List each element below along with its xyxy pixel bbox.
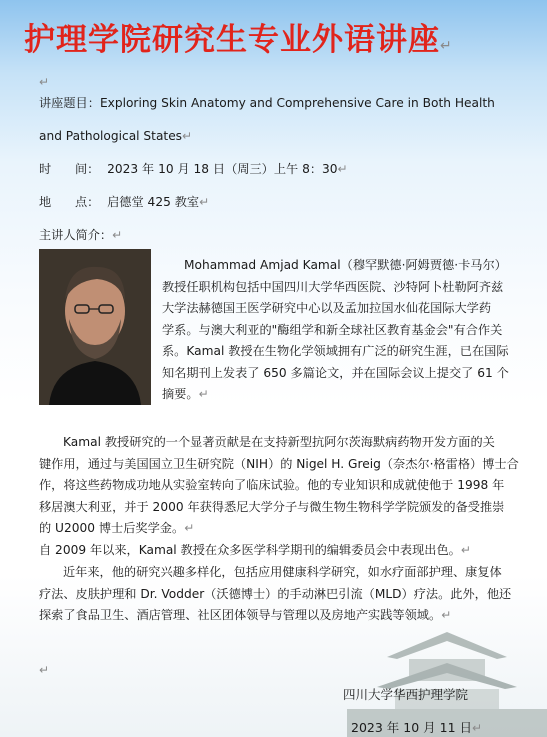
empty-line: ↵ (39, 75, 50, 89)
bio-paragraph-4: 近年来，他的研究兴趣多样化，包括应用健康科学研究，如水疗面部护理、康复体 疗法、皮肤护理和 Dr. Vodder（沃德博士）的手动淋巴引流（MLD）疗法。此外，他还 探索了食品卫生、酒店管理、社区团体领导与管理以及房地产实践等领域。↵ (39, 565, 512, 622)
issue-date: 2023 年 10 月 11 日↵ (351, 720, 483, 735)
bio-paragraph-3: 自 2009 年以来，Kamal 教授在众多医学科学期刊的编辑委员会中表现出色。↵ (39, 543, 471, 557)
time-line: 时 间： 2023 年 10 月 18 日（周三）上午 8：30↵ (39, 162, 348, 176)
organizer: 四川大学华西护理学院 (343, 687, 469, 702)
bio-intro: Mohammad Amjad Kamal（穆罕默德·阿姆贾德·卡马尔） 教授任职机构包括中国四川大学华西医院、沙特阿卜杜勒阿齐兹 大学法赫德国王医学研究中心以及孟加拉国水仙花国际大学药 学系。与澳大利亚的"酶组学和新全球社区教育基金会"有合作关 系。Kamal 教授在生物化学领域拥有广泛的研究生涯，已在国际 知名期刊上发表了 650 多篇论文，并在国际会议上提交了 61 个 摘要。↵ (162, 258, 509, 401)
bio-paragraph-2: Kamal 教授研究的一个显著贡献是在支持新型抗阿尔茨海默病药物开发方面的关 键作用，通过与美国国立卫生研究院（NIH）的 Nigel H. Greig（奈杰尔·格雷格）博士合 作，将这些药物成功地从实验室转向了临床试验。他的专业知识和成就使他于 1998 年 移居澳大利亚，并于 2000 年获得悉尼大学分子与微生物生物科学学院颁发的备受推崇 的 U2000 博士后奖学金。↵ (39, 435, 519, 535)
speaker-photo (39, 249, 151, 405)
place-line: 地 点： 启德堂 425 教室↵ (39, 195, 210, 209)
topic-line-2: and Pathological States↵ (39, 129, 193, 143)
speaker-intro-label: 主讲人简介：↵ (39, 228, 123, 242)
building-watermark (347, 597, 547, 737)
page-title: 护理学院研究生专业外语讲座↵ (24, 22, 453, 58)
topic-line-1: 讲座题目：Exploring Skin Anatomy and Comprehensive Care in Both Health (39, 96, 495, 110)
empty-line-2: ↵ (39, 663, 50, 677)
